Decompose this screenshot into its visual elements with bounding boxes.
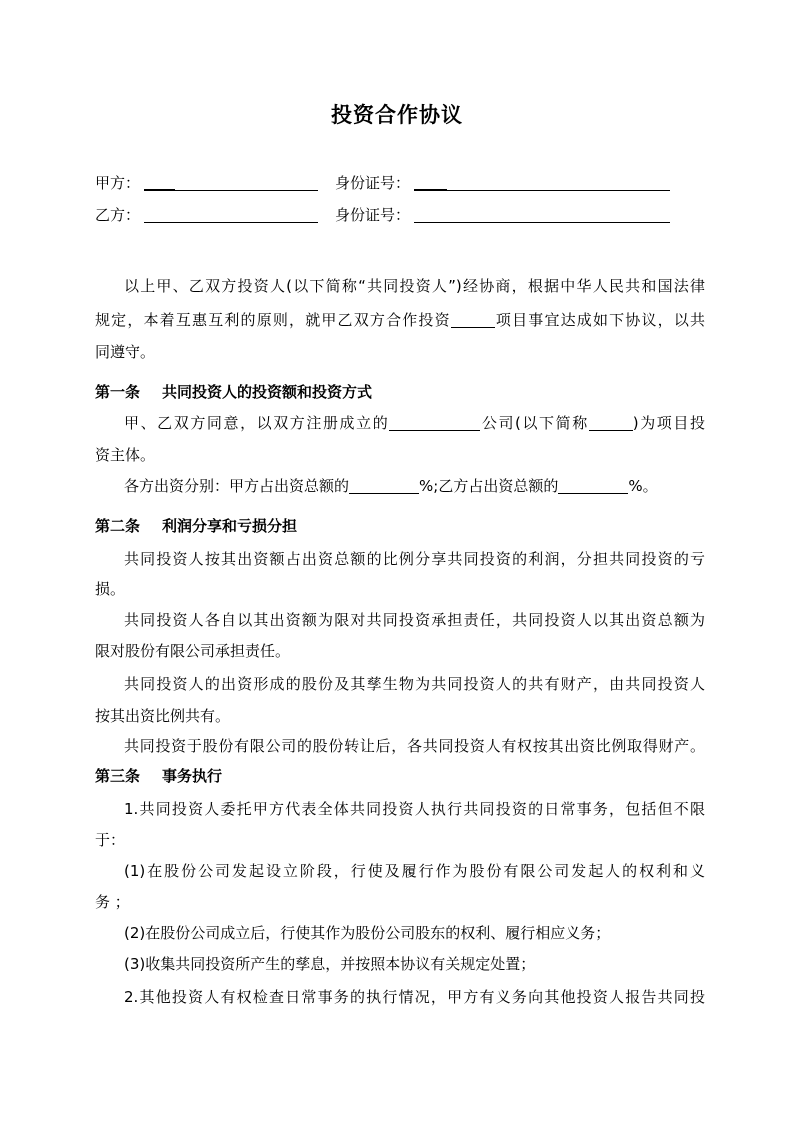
article-3-sub-1-line-2: 务 ； xyxy=(95,893,130,911)
article-3-heading xyxy=(95,762,705,790)
article-3-sub-2: (2)在股份公司成立后，行使其作为股份公司股东的权利、履行相应义务； xyxy=(124,924,611,942)
article-1-number: 第一条 xyxy=(95,383,141,401)
article-1-p2-b: %;乙方占出资总额的 xyxy=(419,477,559,495)
company-name-blank[interactable] xyxy=(389,412,480,431)
article-2-p2-line-2: 限对股份有限公司承担责任。 xyxy=(95,642,291,660)
article-3-item-2-line-1: 2.其他投资人有权检查日常事务的执行情况，甲方有义务向其他投资人报告共同投 xyxy=(124,988,705,1006)
preamble-line-2 xyxy=(95,306,705,334)
article-2-p3-line-2: 按其出资比例共有。 xyxy=(95,707,231,725)
company-short-name-blank[interactable] xyxy=(589,412,633,431)
party-b-label: 乙方： xyxy=(95,206,141,224)
party-b-id-blank[interactable] xyxy=(414,222,670,223)
preamble-line-1: 以上甲、乙双方投资人(以下简称“共同投资人”)经协商，根据中华人民共和国法律 xyxy=(124,277,705,295)
party-a-label: 甲方： xyxy=(95,174,141,192)
article-3-title: 事务执行 xyxy=(162,767,223,785)
party-a-id-blank[interactable] xyxy=(414,190,670,191)
article-2-p1-line-2: 损。 xyxy=(95,580,126,598)
article-2-number: 第二条 xyxy=(95,517,141,535)
document-title: 投资合作协议 xyxy=(331,102,463,127)
article-3-item-1-line-1: 1.共同投资人委托甲方代表全体共同投资人执行共同投资的日常事务，包括但不限 xyxy=(124,800,705,818)
article-2-title: 利润分享和亏损分担 xyxy=(162,517,298,535)
article-1-p1-c: )为项目投 xyxy=(632,414,705,432)
article-1-p1-line-1 xyxy=(124,409,705,437)
article-1-p1-a: 甲、乙双方同意，以双方注册成立的 xyxy=(124,414,390,432)
party-a-row xyxy=(95,173,695,193)
preamble-line-2-a: 规定，本着互惠互利的原则，就甲乙双方合作投资 xyxy=(95,311,451,329)
party-b-row xyxy=(95,205,695,225)
party-a-share-blank[interactable] xyxy=(349,475,419,494)
article-1-title: 共同投资人的投资额和投资方式 xyxy=(162,383,373,401)
project-name-blank[interactable] xyxy=(451,309,495,328)
party-b-name-blank[interactable] xyxy=(144,222,318,223)
preamble-line-3: 同遵守。 xyxy=(95,343,156,361)
article-3-number: 第三条 xyxy=(95,767,141,785)
article-1-p2 xyxy=(124,472,705,500)
article-2-p3-line-1: 共同投资人的出资形成的股份及其孳生物为共同投资人的共有财产，由共同投资人 xyxy=(124,675,705,693)
article-3-sub-1-line-1: (1)在股份公司发起设立阶段，行使及履行作为股份有限公司发起人的权利和义 xyxy=(124,862,705,880)
article-1-p2-a: 各方出资分别：甲方占出资总额的 xyxy=(124,477,350,495)
article-2-p1-line-1: 共同投资人按其出资额占出资总额的比例分享共同投资的利润，分担共同投资的亏 xyxy=(124,550,705,568)
article-1-p1-line-2: 资主体。 xyxy=(95,446,156,464)
article-2-p2-line-1: 共同投资人各自以其出资额为限对共同投资承担责任，共同投资人以其出资总额为 xyxy=(124,611,705,629)
article-1-p1-b: 公司(以下简称 xyxy=(480,414,589,432)
party-b-share-blank[interactable] xyxy=(558,475,628,494)
article-2-p4: 共同投资于股份有限公司的股份转让后，各共同投资人有权按其出资比例取得财产。 xyxy=(124,737,705,755)
article-2-heading xyxy=(95,512,705,540)
article-1-heading xyxy=(95,378,705,406)
article-3-item-1-line-2: 于： xyxy=(95,831,126,849)
article-3-sub-3: (3)收集共同投资所产生的孳息，并按照本协议有关规定处置； xyxy=(124,955,536,973)
party-a-name-blank[interactable] xyxy=(144,190,318,191)
preamble-line-2-b: 项目事宜达成如下协议，以共 xyxy=(494,311,705,329)
party-a-id-label: 身份证号： xyxy=(335,174,411,192)
party-b-id-label: 身份证号： xyxy=(335,206,411,224)
article-1-p2-c: %。 xyxy=(628,477,658,495)
